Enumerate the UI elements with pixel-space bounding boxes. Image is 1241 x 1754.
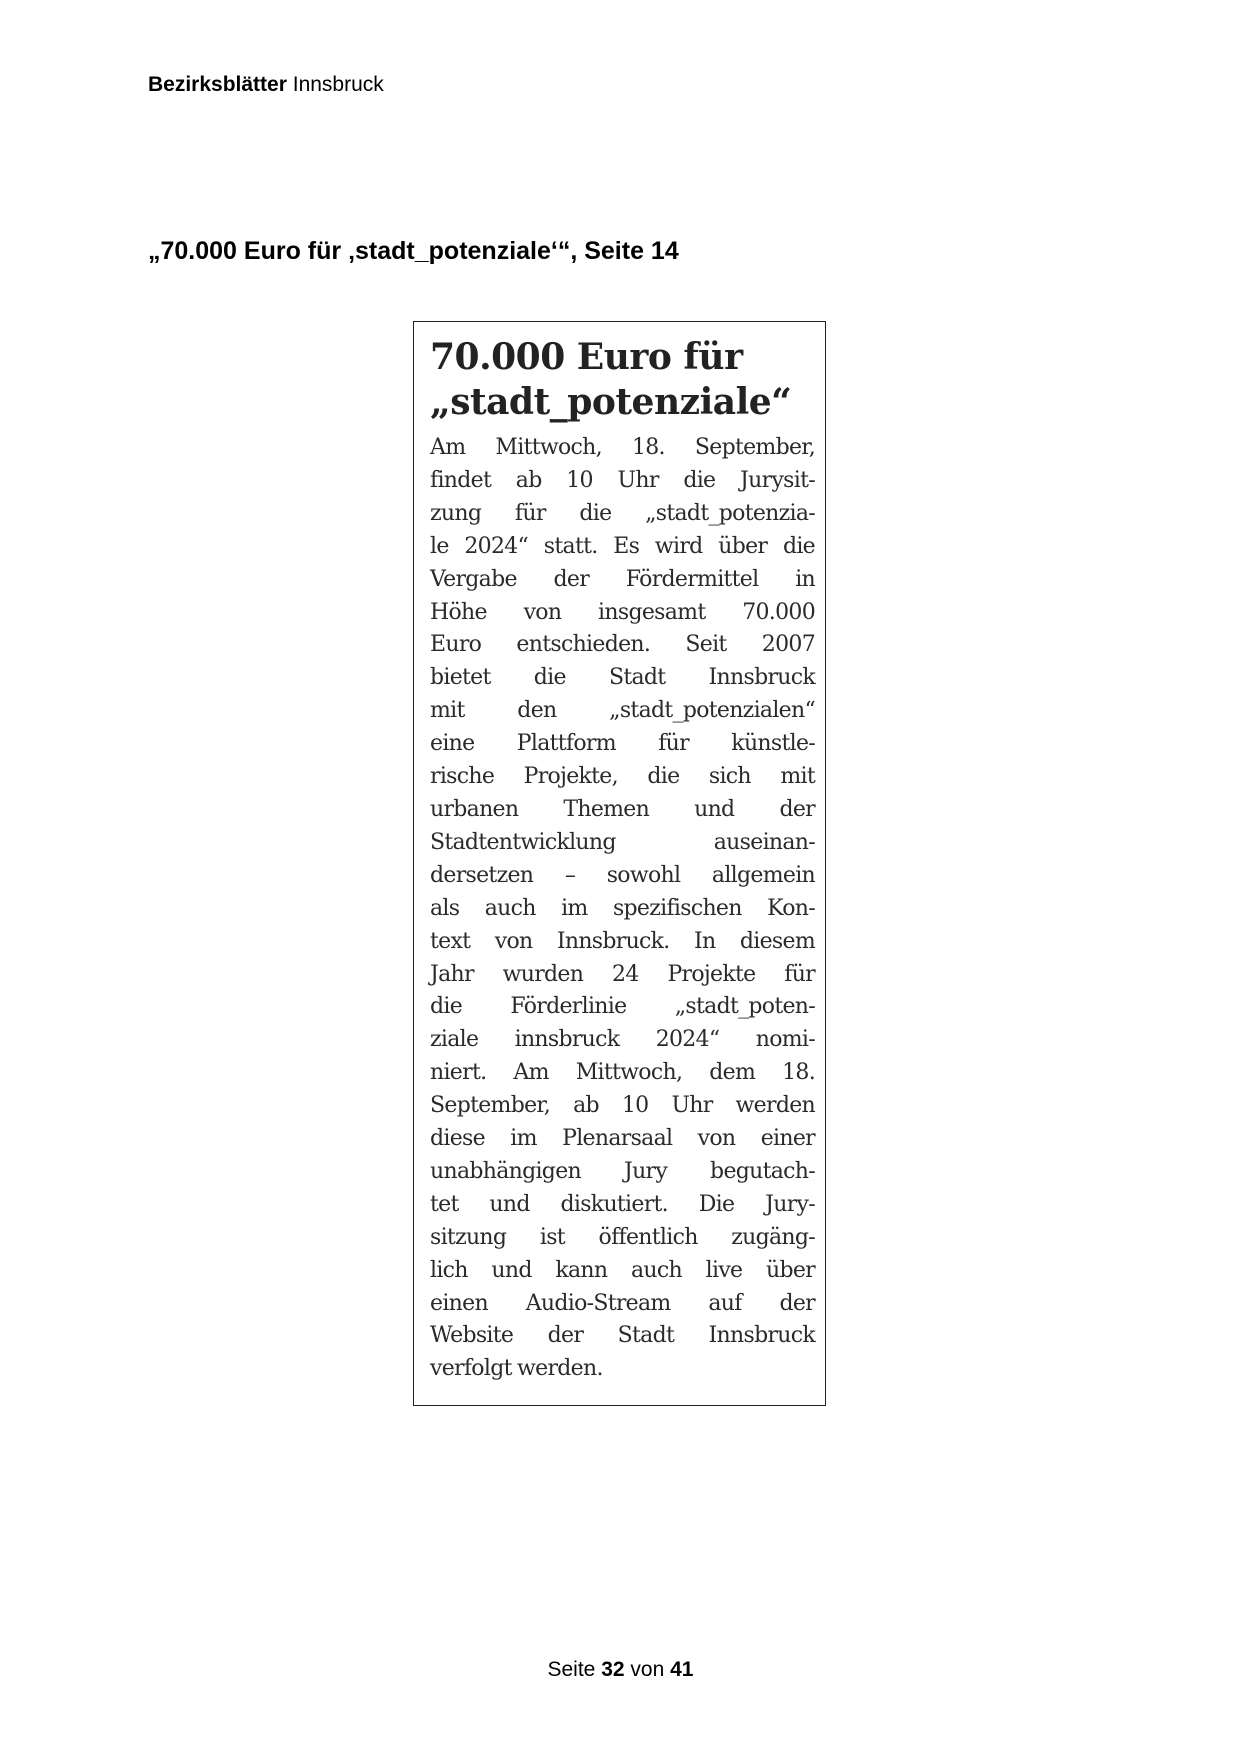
body-line: sitzung ist öffentlich zugäng-	[430, 1224, 815, 1250]
body-line: unabhängigen Jury begutach-	[430, 1158, 815, 1184]
body-line: bietet die Stadt Innsbruck	[430, 665, 815, 691]
body-line: niert. Am Mittwoch, dem 18.	[430, 1060, 815, 1086]
clipping-body	[430, 432, 815, 1386]
page-footer	[0, 1657, 1241, 1683]
body-line: text von Innsbruck. In diesem	[430, 928, 815, 954]
headline-line: „stadt_potenziale“	[430, 381, 792, 423]
clipping-headline	[430, 335, 815, 425]
page-prefix: Seite	[547, 1658, 596, 1681]
body-line: dersetzen – sowohl allgemein	[430, 862, 815, 888]
body-line: tet und diskutiert. Die Jury-	[430, 1191, 815, 1217]
headline-line: 70.000 Euro für	[430, 336, 743, 378]
document-title: „70.000 Euro für ‚stadt_potenziale‘“, Seite 14	[148, 237, 679, 265]
body-line: Höhe von insgesamt 70.000	[430, 599, 815, 625]
page-total: 41	[670, 1658, 694, 1681]
body-line: diese im Plenarsaal von einer	[430, 1126, 815, 1152]
body-line: September, ab 10 Uhr werden	[430, 1093, 815, 1119]
body-line: rische Projekte, die sich mit	[430, 764, 815, 790]
body-line: urbanen Themen und der	[430, 796, 815, 822]
body-line: verfolgt werden.	[430, 1356, 603, 1382]
body-line: Euro entschieden. Seit 2007	[430, 632, 815, 658]
body-line: Jahr wurden 24 Projekte für	[430, 961, 815, 987]
body-line: als auch im spezifischen Kon-	[430, 895, 815, 921]
body-line: die Förderlinie „stadt_poten-	[430, 994, 815, 1020]
body-line: Website der Stadt Innsbruck	[430, 1323, 815, 1349]
body-line: le 2024“ statt. Es wird über die	[430, 533, 815, 559]
body-line: mit den „stadt_potenzialen“	[430, 698, 815, 724]
body-line: einen Audio-Stream auf der	[430, 1290, 815, 1316]
page-current: 32	[601, 1658, 625, 1681]
body-line: findet ab 10 Uhr die Jurysit-	[430, 467, 815, 493]
body-line: zung für die „stadt_potenzia-	[430, 500, 815, 526]
body-line: ziale innsbruck 2024“ nomi-	[430, 1027, 815, 1053]
body-line: eine Plattform für künstle-	[430, 731, 815, 757]
newspaper-clipping	[413, 321, 826, 1406]
page-separator: von	[630, 1658, 665, 1681]
publication-region: Innsbruck	[292, 73, 384, 96]
body-line: lich und kann auch live über	[430, 1257, 815, 1283]
body-line: Am Mittwoch, 18. September,	[430, 435, 815, 460]
body-line: Stadtentwicklung auseinan-	[430, 829, 815, 855]
publication-header	[148, 72, 384, 98]
publication-name: Bezirksblätter	[148, 73, 287, 96]
body-line: Vergabe der Fördermittel in	[430, 566, 815, 592]
